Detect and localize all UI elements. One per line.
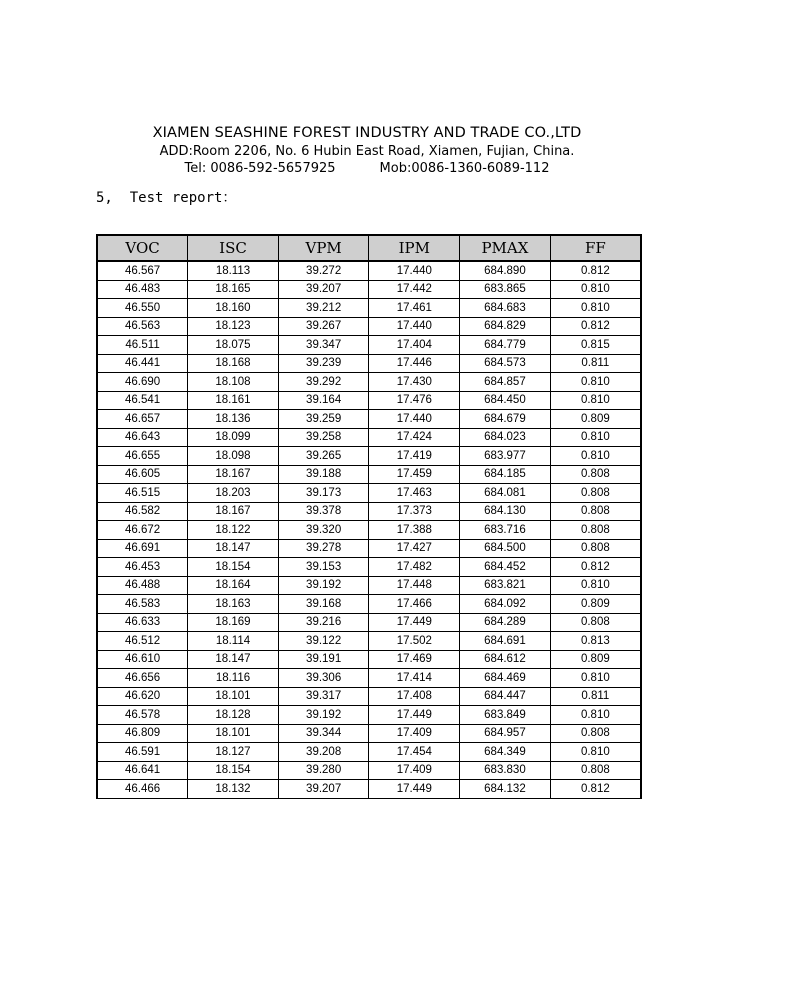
cell-vpm: 39.267 [278, 317, 369, 336]
table-row [97, 373, 641, 392]
cell-ipm: 17.466 [369, 595, 460, 614]
table-row [97, 576, 641, 595]
cell-pmax: 683.716 [460, 521, 551, 540]
column-header-ipm: IPM [369, 235, 460, 261]
cell-pmax: 684.081 [460, 484, 551, 503]
cell-vpm: 39.259 [278, 410, 369, 429]
cell-ipm: 17.469 [369, 650, 460, 669]
column-header-isc: ISC [188, 235, 279, 261]
cell-pmax: 684.452 [460, 558, 551, 577]
cell-isc: 18.164 [188, 576, 279, 595]
cell-vpm: 39.192 [278, 706, 369, 725]
section-title: 5, Test report： [96, 190, 237, 206]
cell-isc: 18.147 [188, 539, 279, 558]
table-row [97, 743, 641, 762]
cell-vpm: 39.153 [278, 558, 369, 577]
cell-ff: 0.808 [550, 484, 641, 503]
cell-voc: 46.691 [97, 539, 188, 558]
table-row [97, 261, 641, 280]
cell-voc: 46.655 [97, 447, 188, 466]
cell-isc: 18.108 [188, 373, 279, 392]
cell-ipm: 17.448 [369, 576, 460, 595]
cell-ipm: 17.476 [369, 391, 460, 410]
table-row [97, 502, 641, 521]
cell-isc: 18.113 [188, 261, 279, 280]
cell-ff: 0.812 [550, 317, 641, 336]
cell-pmax: 684.957 [460, 724, 551, 743]
table-row [97, 280, 641, 299]
cell-ff: 0.810 [550, 299, 641, 318]
table-row [97, 410, 641, 429]
cell-ff: 0.810 [550, 576, 641, 595]
cell-vpm: 39.272 [278, 261, 369, 280]
cell-ipm: 17.442 [369, 280, 460, 299]
cell-ff: 0.812 [550, 558, 641, 577]
cell-pmax: 684.092 [460, 595, 551, 614]
cell-pmax: 684.023 [460, 428, 551, 447]
cell-vpm: 39.317 [278, 687, 369, 706]
cell-isc: 18.161 [188, 391, 279, 410]
cell-isc: 18.154 [188, 558, 279, 577]
table-row [97, 299, 641, 318]
cell-pmax: 684.890 [460, 261, 551, 280]
cell-ff: 0.810 [550, 447, 641, 466]
cell-ipm: 17.449 [369, 780, 460, 799]
cell-ff: 0.810 [550, 428, 641, 447]
cell-vpm: 39.191 [278, 650, 369, 669]
table-row [97, 780, 641, 799]
cell-ff: 0.808 [550, 761, 641, 780]
cell-ipm: 17.408 [369, 687, 460, 706]
letterhead [0, 124, 734, 178]
column-header-ff: FF [550, 235, 641, 261]
cell-vpm: 39.207 [278, 280, 369, 299]
cell-vpm: 39.192 [278, 576, 369, 595]
cell-ipm: 17.463 [369, 484, 460, 503]
cell-isc: 18.075 [188, 336, 279, 355]
cell-voc: 46.582 [97, 502, 188, 521]
cell-voc: 46.578 [97, 706, 188, 725]
cell-voc: 46.809 [97, 724, 188, 743]
cell-vpm: 39.216 [278, 613, 369, 632]
cell-voc: 46.656 [97, 669, 188, 688]
cell-ff: 0.813 [550, 632, 641, 651]
cell-voc: 46.633 [97, 613, 188, 632]
cell-voc: 46.488 [97, 576, 188, 595]
column-header-voc: VOC [97, 235, 188, 261]
cell-voc: 46.483 [97, 280, 188, 299]
cell-voc: 46.690 [97, 373, 188, 392]
cell-ff: 0.808 [550, 724, 641, 743]
company-contact [0, 160, 734, 178]
cell-voc: 46.672 [97, 521, 188, 540]
cell-ipm: 17.404 [369, 336, 460, 355]
cell-vpm: 39.207 [278, 780, 369, 799]
cell-vpm: 39.164 [278, 391, 369, 410]
cell-pmax: 684.691 [460, 632, 551, 651]
mobile-number: Mob:0086-1360-6089-112 [379, 161, 550, 176]
cell-vpm: 39.292 [278, 373, 369, 392]
cell-pmax: 684.450 [460, 391, 551, 410]
cell-ff: 0.810 [550, 391, 641, 410]
cell-ipm: 17.440 [369, 410, 460, 429]
cell-vpm: 39.239 [278, 354, 369, 373]
cell-pmax: 684.612 [460, 650, 551, 669]
cell-vpm: 39.122 [278, 632, 369, 651]
telephone-number: Tel: 0086-592-5657925 [184, 161, 336, 176]
cell-ipm: 17.461 [369, 299, 460, 318]
table-header-row [97, 235, 641, 261]
cell-ipm: 17.409 [369, 724, 460, 743]
cell-ipm: 17.446 [369, 354, 460, 373]
cell-vpm: 39.212 [278, 299, 369, 318]
table-row [97, 539, 641, 558]
cell-ipm: 17.388 [369, 521, 460, 540]
cell-pmax: 684.779 [460, 336, 551, 355]
cell-vpm: 39.173 [278, 484, 369, 503]
cell-ipm: 17.449 [369, 706, 460, 725]
table-row [97, 465, 641, 484]
table-row [97, 632, 641, 651]
cell-isc: 18.122 [188, 521, 279, 540]
table-row [97, 650, 641, 669]
cell-voc: 46.550 [97, 299, 188, 318]
cell-ipm: 17.440 [369, 317, 460, 336]
cell-ipm: 17.409 [369, 761, 460, 780]
cell-voc: 46.453 [97, 558, 188, 577]
cell-pmax: 683.977 [460, 447, 551, 466]
cell-ff: 0.815 [550, 336, 641, 355]
table-row [97, 317, 641, 336]
cell-ff: 0.810 [550, 743, 641, 762]
table-row [97, 484, 641, 503]
cell-pmax: 683.830 [460, 761, 551, 780]
cell-pmax: 684.679 [460, 410, 551, 429]
cell-pmax: 684.349 [460, 743, 551, 762]
cell-ff: 0.811 [550, 354, 641, 373]
table-row [97, 428, 641, 447]
cell-ff: 0.809 [550, 410, 641, 429]
cell-pmax: 684.829 [460, 317, 551, 336]
cell-voc: 46.563 [97, 317, 188, 336]
table-row [97, 687, 641, 706]
cell-pmax: 684.447 [460, 687, 551, 706]
table-row [97, 354, 641, 373]
cell-pmax: 684.683 [460, 299, 551, 318]
company-address: ADD:Room 2206, No. 6 Hubin East Road, Xiamen, Fujian, China. [159, 144, 575, 159]
cell-isc: 18.167 [188, 502, 279, 521]
cell-vpm: 39.278 [278, 539, 369, 558]
table-row [97, 391, 641, 410]
cell-ff: 0.810 [550, 669, 641, 688]
table-row [97, 613, 641, 632]
cell-pmax: 683.821 [460, 576, 551, 595]
cell-isc: 18.163 [188, 595, 279, 614]
cell-isc: 18.147 [188, 650, 279, 669]
cell-isc: 18.168 [188, 354, 279, 373]
cell-isc: 18.101 [188, 724, 279, 743]
cell-ipm: 17.427 [369, 539, 460, 558]
cell-isc: 18.169 [188, 613, 279, 632]
cell-isc: 18.114 [188, 632, 279, 651]
cell-ipm: 17.454 [369, 743, 460, 762]
cell-pmax: 683.849 [460, 706, 551, 725]
cell-vpm: 39.347 [278, 336, 369, 355]
cell-ff: 0.810 [550, 706, 641, 725]
cell-pmax: 684.132 [460, 780, 551, 799]
cell-isc: 18.116 [188, 669, 279, 688]
cell-ff: 0.811 [550, 687, 641, 706]
cell-voc: 46.591 [97, 743, 188, 762]
cell-voc: 46.567 [97, 261, 188, 280]
cell-voc: 46.643 [97, 428, 188, 447]
cell-isc: 18.203 [188, 484, 279, 503]
cell-voc: 46.610 [97, 650, 188, 669]
cell-pmax: 684.130 [460, 502, 551, 521]
cell-ff: 0.808 [550, 502, 641, 521]
cell-isc: 18.098 [188, 447, 279, 466]
cell-voc: 46.657 [97, 410, 188, 429]
cell-isc: 18.154 [188, 761, 279, 780]
cell-ff: 0.808 [550, 521, 641, 540]
cell-pmax: 684.185 [460, 465, 551, 484]
cell-vpm: 39.280 [278, 761, 369, 780]
table-row [97, 558, 641, 577]
cell-ff: 0.810 [550, 280, 641, 299]
cell-isc: 18.099 [188, 428, 279, 447]
cell-vpm: 39.378 [278, 502, 369, 521]
cell-ipm: 17.430 [369, 373, 460, 392]
cell-pmax: 684.289 [460, 613, 551, 632]
cell-ff: 0.808 [550, 465, 641, 484]
table-row [97, 595, 641, 614]
cell-ff: 0.808 [550, 613, 641, 632]
cell-pmax: 684.469 [460, 669, 551, 688]
cell-voc: 46.512 [97, 632, 188, 651]
column-header-vpm: VPM [278, 235, 369, 261]
cell-ff: 0.810 [550, 373, 641, 392]
cell-isc: 18.123 [188, 317, 279, 336]
cell-isc: 18.165 [188, 280, 279, 299]
cell-voc: 46.511 [97, 336, 188, 355]
test-report-table [96, 234, 642, 799]
cell-vpm: 39.258 [278, 428, 369, 447]
cell-ipm: 17.502 [369, 632, 460, 651]
table-row [97, 724, 641, 743]
cell-isc: 18.128 [188, 706, 279, 725]
cell-pmax: 684.573 [460, 354, 551, 373]
cell-ipm: 17.482 [369, 558, 460, 577]
cell-ipm: 17.424 [369, 428, 460, 447]
cell-vpm: 39.306 [278, 669, 369, 688]
cell-vpm: 39.208 [278, 743, 369, 762]
cell-isc: 18.160 [188, 299, 279, 318]
table-body [97, 261, 641, 798]
cell-voc: 46.466 [97, 780, 188, 799]
cell-pmax: 684.500 [460, 539, 551, 558]
cell-ff: 0.812 [550, 780, 641, 799]
cell-ipm: 17.459 [369, 465, 460, 484]
table-row [97, 706, 641, 725]
company-name: XIAMEN SEASHINE FOREST INDUSTRY AND TRADE CO.,LTD [152, 125, 582, 141]
cell-vpm: 39.344 [278, 724, 369, 743]
table-row [97, 669, 641, 688]
table-row [97, 336, 641, 355]
cell-ff: 0.808 [550, 539, 641, 558]
cell-voc: 46.541 [97, 391, 188, 410]
cell-ipm: 17.419 [369, 447, 460, 466]
table-row [97, 447, 641, 466]
cell-vpm: 39.168 [278, 595, 369, 614]
cell-ipm: 17.414 [369, 669, 460, 688]
column-header-pmax: PMAX [460, 235, 551, 261]
cell-voc: 46.605 [97, 465, 188, 484]
cell-isc: 18.136 [188, 410, 279, 429]
cell-isc: 18.132 [188, 780, 279, 799]
cell-vpm: 39.188 [278, 465, 369, 484]
cell-pmax: 684.857 [460, 373, 551, 392]
cell-ipm: 17.440 [369, 261, 460, 280]
cell-ff: 0.809 [550, 595, 641, 614]
table-row [97, 521, 641, 540]
cell-ff: 0.809 [550, 650, 641, 669]
cell-voc: 46.641 [97, 761, 188, 780]
cell-pmax: 683.865 [460, 280, 551, 299]
cell-ipm: 17.373 [369, 502, 460, 521]
table-row [97, 761, 641, 780]
cell-voc: 46.515 [97, 484, 188, 503]
cell-isc: 18.101 [188, 687, 279, 706]
cell-vpm: 39.265 [278, 447, 369, 466]
cell-voc: 46.583 [97, 595, 188, 614]
cell-isc: 18.127 [188, 743, 279, 762]
cell-voc: 46.441 [97, 354, 188, 373]
cell-vpm: 39.320 [278, 521, 369, 540]
cell-ipm: 17.449 [369, 613, 460, 632]
cell-ff: 0.812 [550, 261, 641, 280]
cell-isc: 18.167 [188, 465, 279, 484]
cell-voc: 46.620 [97, 687, 188, 706]
